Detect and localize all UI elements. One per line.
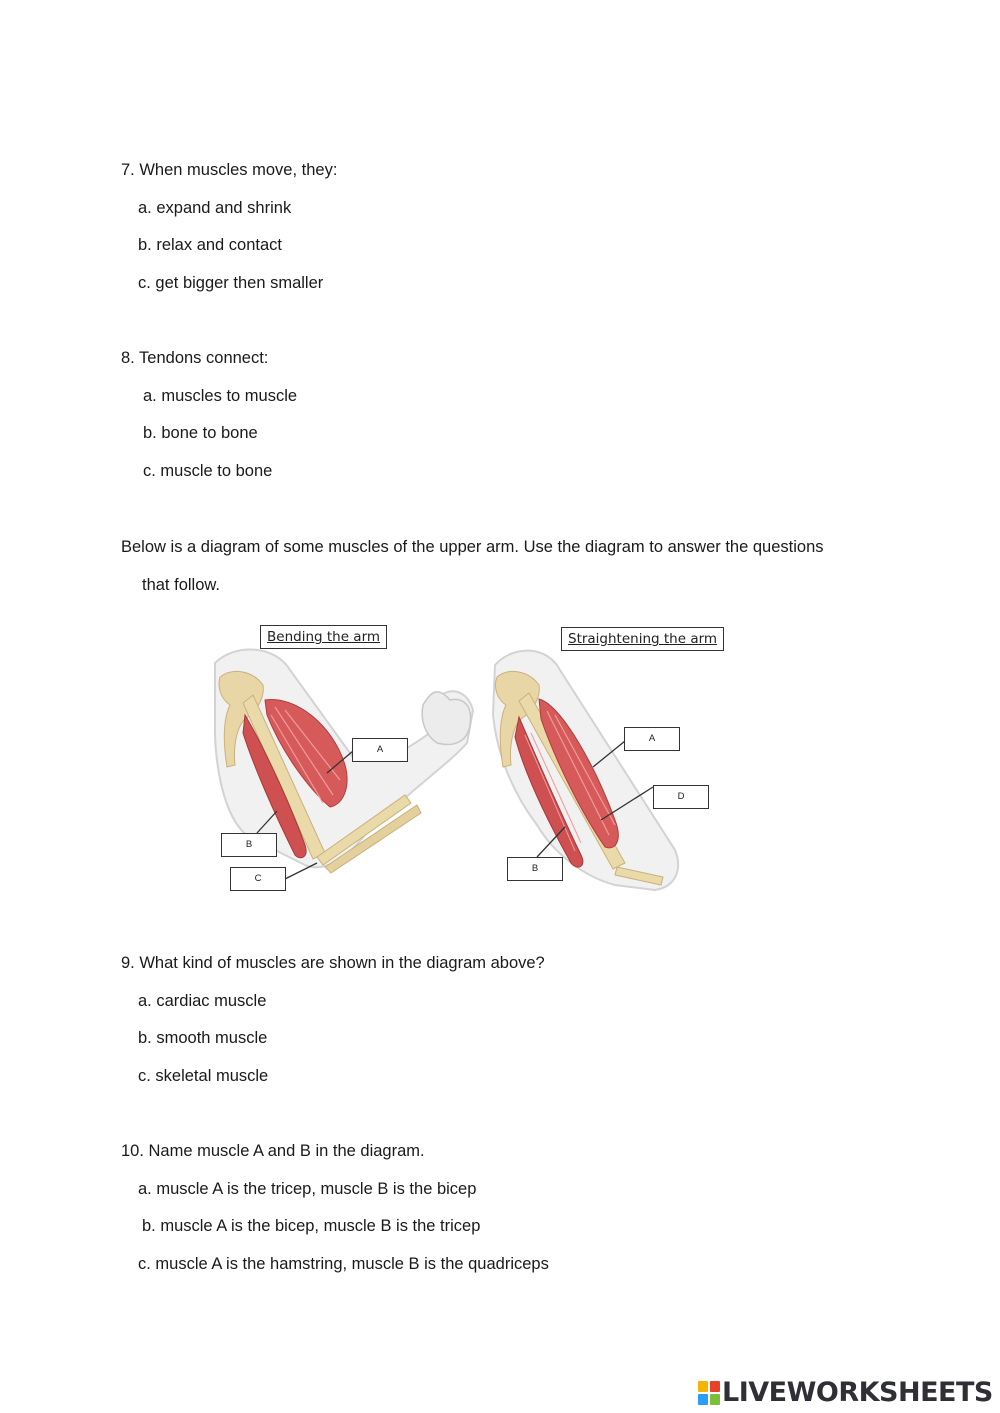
q8-option-b[interactable]: b. bone to bone: [143, 424, 258, 442]
diagram-intro-line2: that follow.: [142, 576, 220, 594]
q10-option-a[interactable]: a. muscle A is the tricep, muscle B is the bicep: [138, 1180, 477, 1198]
liveworksheets-logo-icon: [698, 1379, 722, 1407]
q7-option-a[interactable]: a. expand and shrink: [138, 199, 292, 217]
q10-option-c[interactable]: c. muscle A is the hamstring, muscle B is the quadriceps: [138, 1255, 549, 1273]
q9-option-a[interactable]: a. cardiac muscle: [138, 992, 267, 1010]
bending-arm-title: Bending the arm: [260, 625, 387, 649]
question-7: 7. When muscles move, they:: [121, 161, 338, 179]
q8-option-c[interactable]: c. muscle to bone: [143, 462, 273, 480]
straightening-arm-diagram: [485, 615, 730, 900]
q9-option-c[interactable]: c. skeletal muscle: [138, 1067, 269, 1085]
q7-option-c[interactable]: c. get bigger then smaller: [138, 274, 324, 292]
liveworksheets-logo-text: LIVEWORKSHEETS: [722, 1377, 993, 1408]
straightening-label-a[interactable]: A: [624, 727, 680, 751]
q8-option-a[interactable]: a. muscles to muscle: [143, 387, 298, 405]
straightening-label-b[interactable]: B: [507, 857, 563, 881]
q7-option-b[interactable]: b. relax and contact: [138, 236, 283, 254]
question-10: 10. Name muscle A and B in the diagram.: [121, 1142, 425, 1160]
q10-option-b[interactable]: b. muscle A is the bicep, muscle B is the tricep: [142, 1217, 481, 1235]
question-8: 8. Tendons connect:: [121, 349, 269, 367]
bending-label-a[interactable]: A: [352, 738, 408, 762]
straightening-label-d[interactable]: D: [653, 785, 709, 809]
bending-arm-diagram: [205, 615, 505, 900]
question-9: 9. What kind of muscles are shown in the diagram above?: [121, 954, 545, 972]
straightening-arm-title: Straightening the arm: [561, 627, 724, 651]
diagram-intro-line1: Below is a diagram of some muscles of the upper arm. Use the diagram to answer the questions: [121, 538, 824, 556]
q9-option-b[interactable]: b. smooth muscle: [138, 1029, 268, 1047]
bending-label-c[interactable]: C: [230, 867, 286, 891]
liveworksheets-logo[interactable]: [698, 1376, 993, 1410]
bending-label-b[interactable]: B: [221, 833, 277, 857]
